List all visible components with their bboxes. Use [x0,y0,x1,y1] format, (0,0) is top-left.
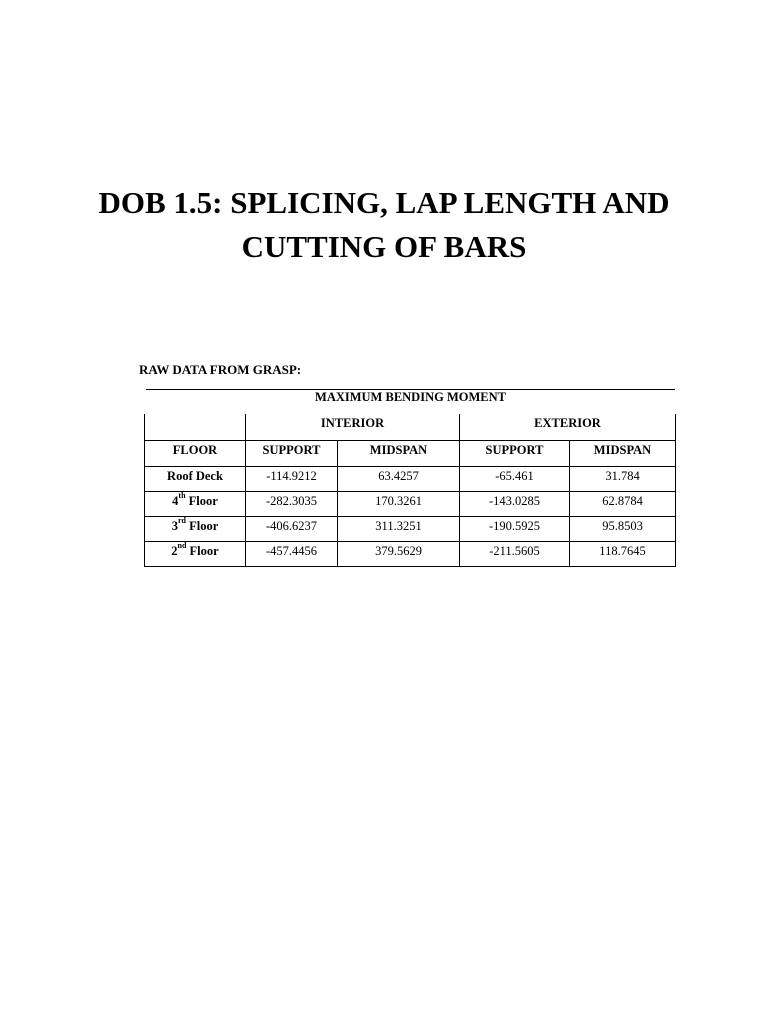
exterior-support-value: -65.461 [460,466,570,491]
floor-ordinal-suffix: nd [177,541,187,551]
table-row [145,466,676,491]
exterior-midspan-value: 95.8503 [570,516,676,541]
exterior-support-value: -190.5925 [460,516,570,541]
table-group-header-row [145,414,676,440]
exterior-support-value: -143.0285 [460,491,570,516]
floor-label [145,466,246,491]
exterior-midspan-value: 118.7645 [570,541,676,566]
interior-midspan-value: 63.4257 [338,466,460,491]
group-header-exterior: EXTERIOR [460,414,676,440]
interior-midspan-value: 311.3251 [338,516,460,541]
floor-number: 3 [171,518,178,533]
header-floor: FLOOR [145,440,246,466]
section-label: RAW DATA FROM GRASP: [139,362,302,377]
group-header-blank [145,414,246,440]
interior-support-value: -114.9212 [246,466,338,491]
header-exterior-midspan: MIDSPAN [570,440,676,466]
floor-label [145,491,246,516]
document-title: DOB 1.5: SPLICING, LAP LENGTH AND CUTTING OF BARS [98,185,670,264]
table-row [145,541,676,566]
floor-label [145,541,246,566]
interior-midspan-value: 379.5629 [338,541,460,566]
floor-number: 2 [171,543,178,558]
exterior-support-value: -211.5605 [460,541,570,566]
exterior-midspan-value: 62.8784 [570,491,676,516]
header-interior-support: SUPPORT [246,440,338,466]
floor-ordinal-suffix: th [178,491,186,501]
header-interior-midspan: MIDSPAN [338,440,460,466]
table-row [145,516,676,541]
floor-name: Floor [185,518,219,533]
floor-ordinal-suffix: rd [177,516,186,526]
group-header-interior: INTERIOR [246,414,460,440]
interior-support-value: -282.3035 [246,491,338,516]
floor-name: Floor [186,543,219,558]
floor-number: 4 [172,493,179,508]
exterior-midspan-value: 31.784 [570,466,676,491]
table-column-header-row [145,440,676,466]
floor-name: Roof Deck [167,468,223,483]
interior-support-value: -406.6237 [246,516,338,541]
table-row [145,491,676,516]
interior-midspan-value: 170.3261 [338,491,460,516]
bending-moment-table [144,414,676,567]
table-caption: MAXIMUM BENDING MOMENT [315,390,506,404]
floor-label [145,516,246,541]
floor-name: Floor [185,493,218,508]
header-exterior-support: SUPPORT [460,440,570,466]
interior-support-value: -457.4456 [246,541,338,566]
